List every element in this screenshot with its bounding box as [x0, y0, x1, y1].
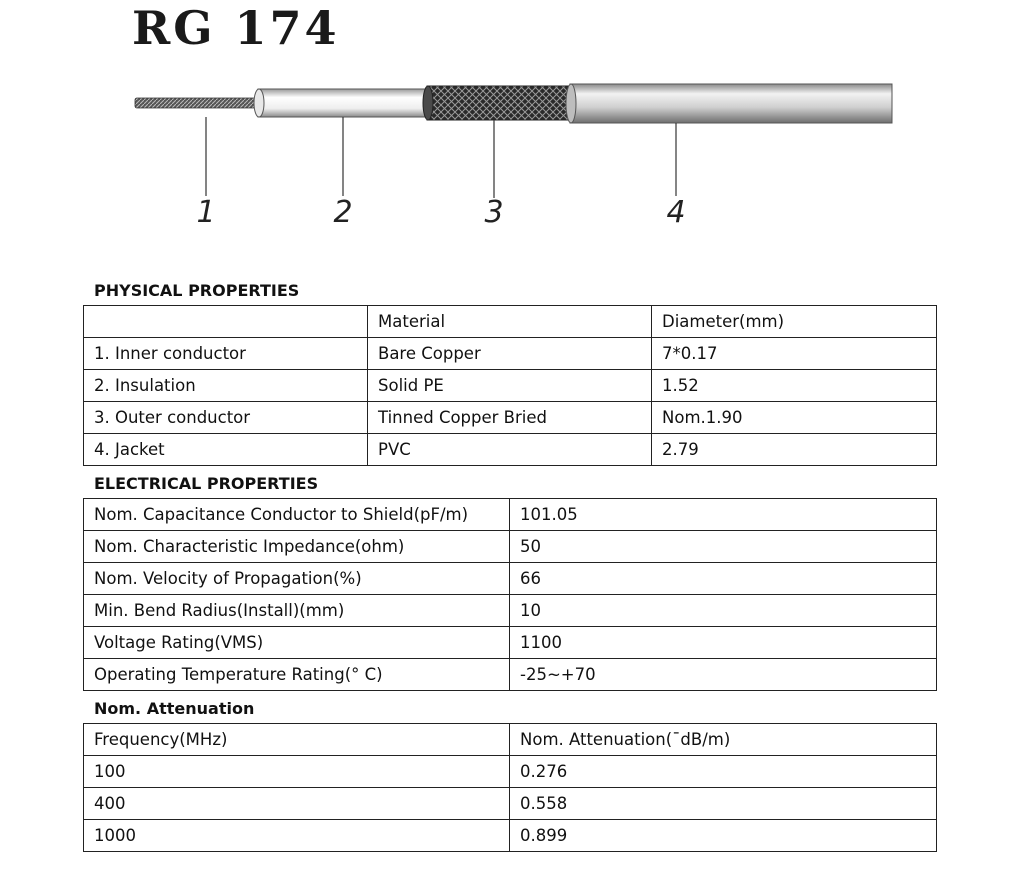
table-cell: 2. Insulation: [84, 370, 368, 402]
table-row: [84, 659, 937, 691]
table-cell: 0.899: [510, 820, 937, 852]
table-cell: 66: [510, 563, 937, 595]
table-cell: Bare Copper: [368, 338, 652, 370]
table-cell: PVC: [368, 434, 652, 466]
attenuation-table: [83, 723, 937, 852]
table-cell: Solid PE: [368, 370, 652, 402]
jacket: [570, 84, 892, 123]
table-row: [84, 724, 937, 756]
electrical-table: [83, 498, 937, 691]
table-cell: Operating Temperature Rating(° C): [84, 659, 510, 691]
table-row: [84, 563, 937, 595]
page-title: RG 174: [132, 1, 340, 55]
table-row: [84, 820, 937, 852]
table-cell: Min. Bend Radius(Install)(mm): [84, 595, 510, 627]
table-cell: Nom. Characteristic Impedance(ohm): [84, 531, 510, 563]
table-cell: 50: [510, 531, 937, 563]
table-cell: Material: [368, 306, 652, 338]
table-cell: 100: [84, 756, 510, 788]
table-row: [84, 788, 937, 820]
table-cell: Nom.1.90: [652, 402, 937, 434]
table-cell: 1.52: [652, 370, 937, 402]
table-cell: Nom. Attenuation(¯dB/m): [510, 724, 937, 756]
table-cell: 1100: [510, 627, 937, 659]
outer-braid: [427, 86, 577, 120]
table-cell: [84, 306, 368, 338]
table-row: [84, 756, 937, 788]
table-row: [84, 306, 937, 338]
table-cell: 2.79: [652, 434, 937, 466]
table-row: [84, 595, 937, 627]
label-3: 3: [484, 195, 504, 230]
table-row: [84, 627, 937, 659]
label-2: 2: [333, 195, 353, 230]
table-cell: 10: [510, 595, 937, 627]
table-cell: -25~+70: [510, 659, 937, 691]
label-4: 4: [666, 195, 686, 230]
attenuation-heading: Nom. Attenuation: [94, 699, 255, 718]
table-cell: 3. Outer conductor: [84, 402, 368, 434]
insulation: [258, 89, 433, 117]
table-row: [84, 402, 937, 434]
table-cell: Frequency(MHz): [84, 724, 510, 756]
table-row: [84, 434, 937, 466]
table-cell: 0.276: [510, 756, 937, 788]
table-row: [84, 531, 937, 563]
physical-table: [83, 305, 937, 466]
table-cell: 0.558: [510, 788, 937, 820]
table-row: [84, 499, 937, 531]
table-cell: 7*0.17: [652, 338, 937, 370]
electrical-heading: ELECTRICAL PROPERTIES: [94, 474, 319, 493]
physical-heading: PHYSICAL PROPERTIES: [94, 281, 300, 300]
table-cell: 1. Inner conductor: [84, 338, 368, 370]
table-cell: 1000: [84, 820, 510, 852]
table-cell: Diameter(mm): [652, 306, 937, 338]
table-cell: Nom. Velocity of Propagation(%): [84, 563, 510, 595]
table-row: [84, 338, 937, 370]
table-cell: Voltage Rating(VMS): [84, 627, 510, 659]
table-cell: 4. Jacket: [84, 434, 368, 466]
inner-conductor: [135, 98, 263, 108]
table-cell: Nom. Capacitance Conductor to Shield(pF/m): [84, 499, 510, 531]
table-cell: 101.05: [510, 499, 937, 531]
table-cell: 400: [84, 788, 510, 820]
label-1: 1: [196, 195, 216, 230]
table-row: [84, 370, 937, 402]
table-cell: Tinned Copper Bried: [368, 402, 652, 434]
